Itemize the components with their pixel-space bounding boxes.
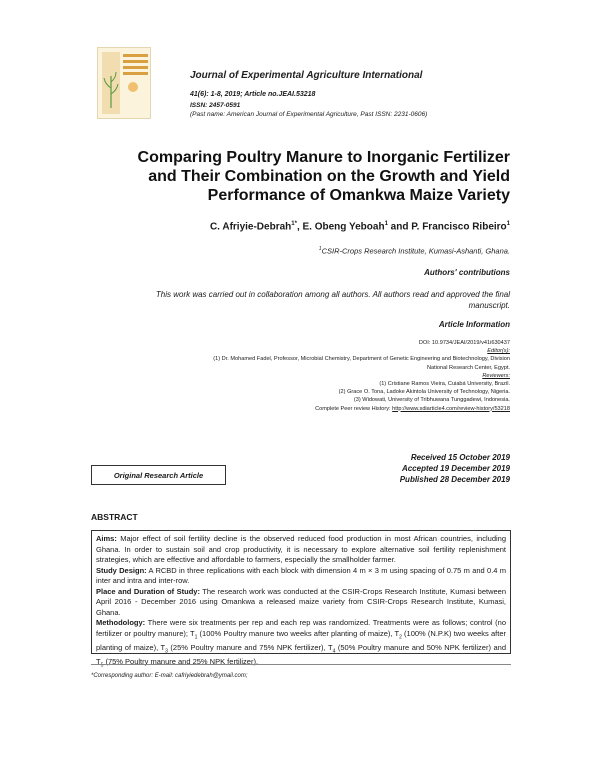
abstract-box bbox=[91, 530, 511, 668]
subscript: 4 bbox=[332, 648, 336, 654]
editor-label: Editor(s): bbox=[487, 348, 510, 355]
paper-title bbox=[80, 148, 510, 205]
reviewers-label: Reviewers: bbox=[482, 372, 510, 379]
methodology-label: Methodology: bbox=[96, 618, 146, 627]
abstract-design bbox=[96, 566, 506, 587]
subscript: 3 bbox=[165, 648, 168, 654]
design-label: Study Design: bbox=[96, 565, 147, 575]
doi: DOI: 10.9734/JEAI/2019/v41i630437 bbox=[418, 340, 510, 346]
contributions-line: manuscript. bbox=[468, 301, 510, 310]
methodology-text: (25% Poultry manure and 75% NPK fertilizer), T bbox=[167, 642, 333, 652]
title-line: and Their Combination on the Growth and Yield bbox=[148, 168, 510, 185]
review-history-link[interactable]: http://www.sdiarticle4.com/review-history/53218 bbox=[392, 405, 510, 412]
contributions-heading: Authors' contributions bbox=[424, 268, 510, 277]
contributions-line: This work was carried out in collaboration among all authors. All authors read and approved the final bbox=[155, 290, 510, 299]
editor-entry-cont: National Research Center, Egypt. bbox=[426, 364, 510, 371]
sun-icon bbox=[128, 82, 138, 92]
article-info-block bbox=[80, 339, 510, 413]
author-list bbox=[80, 221, 510, 232]
methodology-text: There were six treatments per rep and each rep was randomized. Treatments were as follows; control (no fertilizer or poultry manure); T bbox=[96, 618, 506, 638]
article-info-heading: Article Information bbox=[438, 320, 510, 329]
author-separator: , bbox=[296, 221, 303, 233]
publication-dates bbox=[300, 452, 510, 485]
author-mark: 1 bbox=[506, 221, 510, 227]
methodology-text: (100% Poultry manure two weeks after planting of maize), T bbox=[197, 628, 400, 638]
reviewer-entry: (2) Grace O. Tona, Ladoke Akintola University of Technology, Nigeria. bbox=[338, 389, 510, 396]
editor-entry: (1) Dr. Mohamed Fadel, Professor, Microbial Chemistry, Department of Genetic Engineering and Biotechnology, Division bbox=[213, 356, 510, 363]
affiliation bbox=[80, 246, 510, 256]
design-text: A RCBD in three replications with each block with dimension 4 m × 3 m using spacing of 0.75 m and 0.4 m inter and intra and inter-row. bbox=[96, 565, 507, 585]
plant-icon bbox=[104, 68, 118, 108]
accepted-date: Accepted 19 December 2019 bbox=[401, 464, 510, 473]
review-history-label: Complete Peer review History: bbox=[315, 405, 393, 412]
methodology-text: (75% Poultry manure and 25% NPK fertilizer). bbox=[103, 656, 259, 666]
place-text: The research work was conducted at the CSIR-Crops Research Institute, Kumasi between April 2016 - December 2016 using Omankwa a released maize variety from CSIR-Crops Research Institute, Kumasi, Ghana. bbox=[96, 586, 506, 617]
methodology-text: (100% (N.P.K) two weeks after planting of maize), T bbox=[96, 628, 506, 652]
author-name: E. Obeng Yeboah bbox=[302, 221, 385, 233]
volume-info: 41(6): 1-8, 2019; Article no.JEAI.53218 bbox=[190, 91, 316, 98]
cover-title-block bbox=[123, 54, 148, 78]
abstract-heading: ABSTRACT bbox=[91, 512, 138, 522]
received-date: Received 15 October 2019 bbox=[410, 453, 510, 462]
place-label: Place and Duration of Study: bbox=[96, 586, 200, 596]
contributions-text bbox=[90, 289, 510, 311]
abstract-methodology bbox=[96, 618, 506, 671]
subscript: 1 bbox=[194, 634, 198, 640]
article-type-box: Original Research Article bbox=[91, 465, 226, 485]
abstract-aims bbox=[96, 534, 506, 566]
author-name: C. Afriyie-Debrah bbox=[209, 221, 292, 233]
abstract-place bbox=[96, 587, 506, 619]
author-separator: and bbox=[387, 221, 412, 233]
past-journal-name: (Past name: American Journal of Experimental Agriculture, Past ISSN: 2231-0606) bbox=[190, 111, 428, 118]
author-mark: 1* bbox=[291, 221, 297, 227]
review-history bbox=[80, 405, 510, 413]
published-date: Published 28 December 2019 bbox=[399, 475, 510, 484]
author-mark: 1 bbox=[384, 221, 388, 227]
aims-text: Major effect of soil fertility decline is the observed reduced food production in most African countries, including Ghana. In order to sustain soil and crop productivity, it is necessary to explore alternative soil fertility replenishment strategies, which are effective and affordable to farmers, especially the smallholder farmer. bbox=[96, 534, 506, 564]
issn: ISSN: 2457-0591 bbox=[190, 102, 241, 109]
reviewer-entry: (1) Cristiane Ramos Vieira, Cuiabá University, Brazil. bbox=[379, 381, 510, 388]
methodology-text: (50% Poultry manure and 50% NPK fertilizer) and T bbox=[96, 642, 507, 666]
subscript: 2 bbox=[399, 634, 402, 640]
aims-label: Aims: bbox=[96, 534, 117, 543]
reviewer-entry: (3) Widowati, University of Tribhuwana Tunggadewi, Indonesia. bbox=[353, 397, 510, 404]
title-line: Comparing Poultry Manure to Inorganic Fertilizer bbox=[137, 149, 510, 166]
journal-cover-thumbnail bbox=[97, 47, 151, 119]
corresponding-author-footnote: *Corresponding author: E-mail: cafriyiedebrah@ymail.com; bbox=[91, 673, 248, 679]
affiliation-mark: 1 bbox=[318, 246, 322, 252]
footnote-divider bbox=[91, 664, 511, 665]
subscript: 5 bbox=[100, 662, 104, 668]
affiliation-text: CSIR-Crops Research Institute, Kumasi-Ashanti, Ghana. bbox=[321, 246, 510, 256]
author-name: P. Francisco Ribeiro bbox=[411, 221, 507, 233]
title-line: Performance of Omankwa Maize Variety bbox=[207, 187, 510, 204]
journal-name: Journal of Experimental Agriculture International bbox=[190, 70, 423, 81]
